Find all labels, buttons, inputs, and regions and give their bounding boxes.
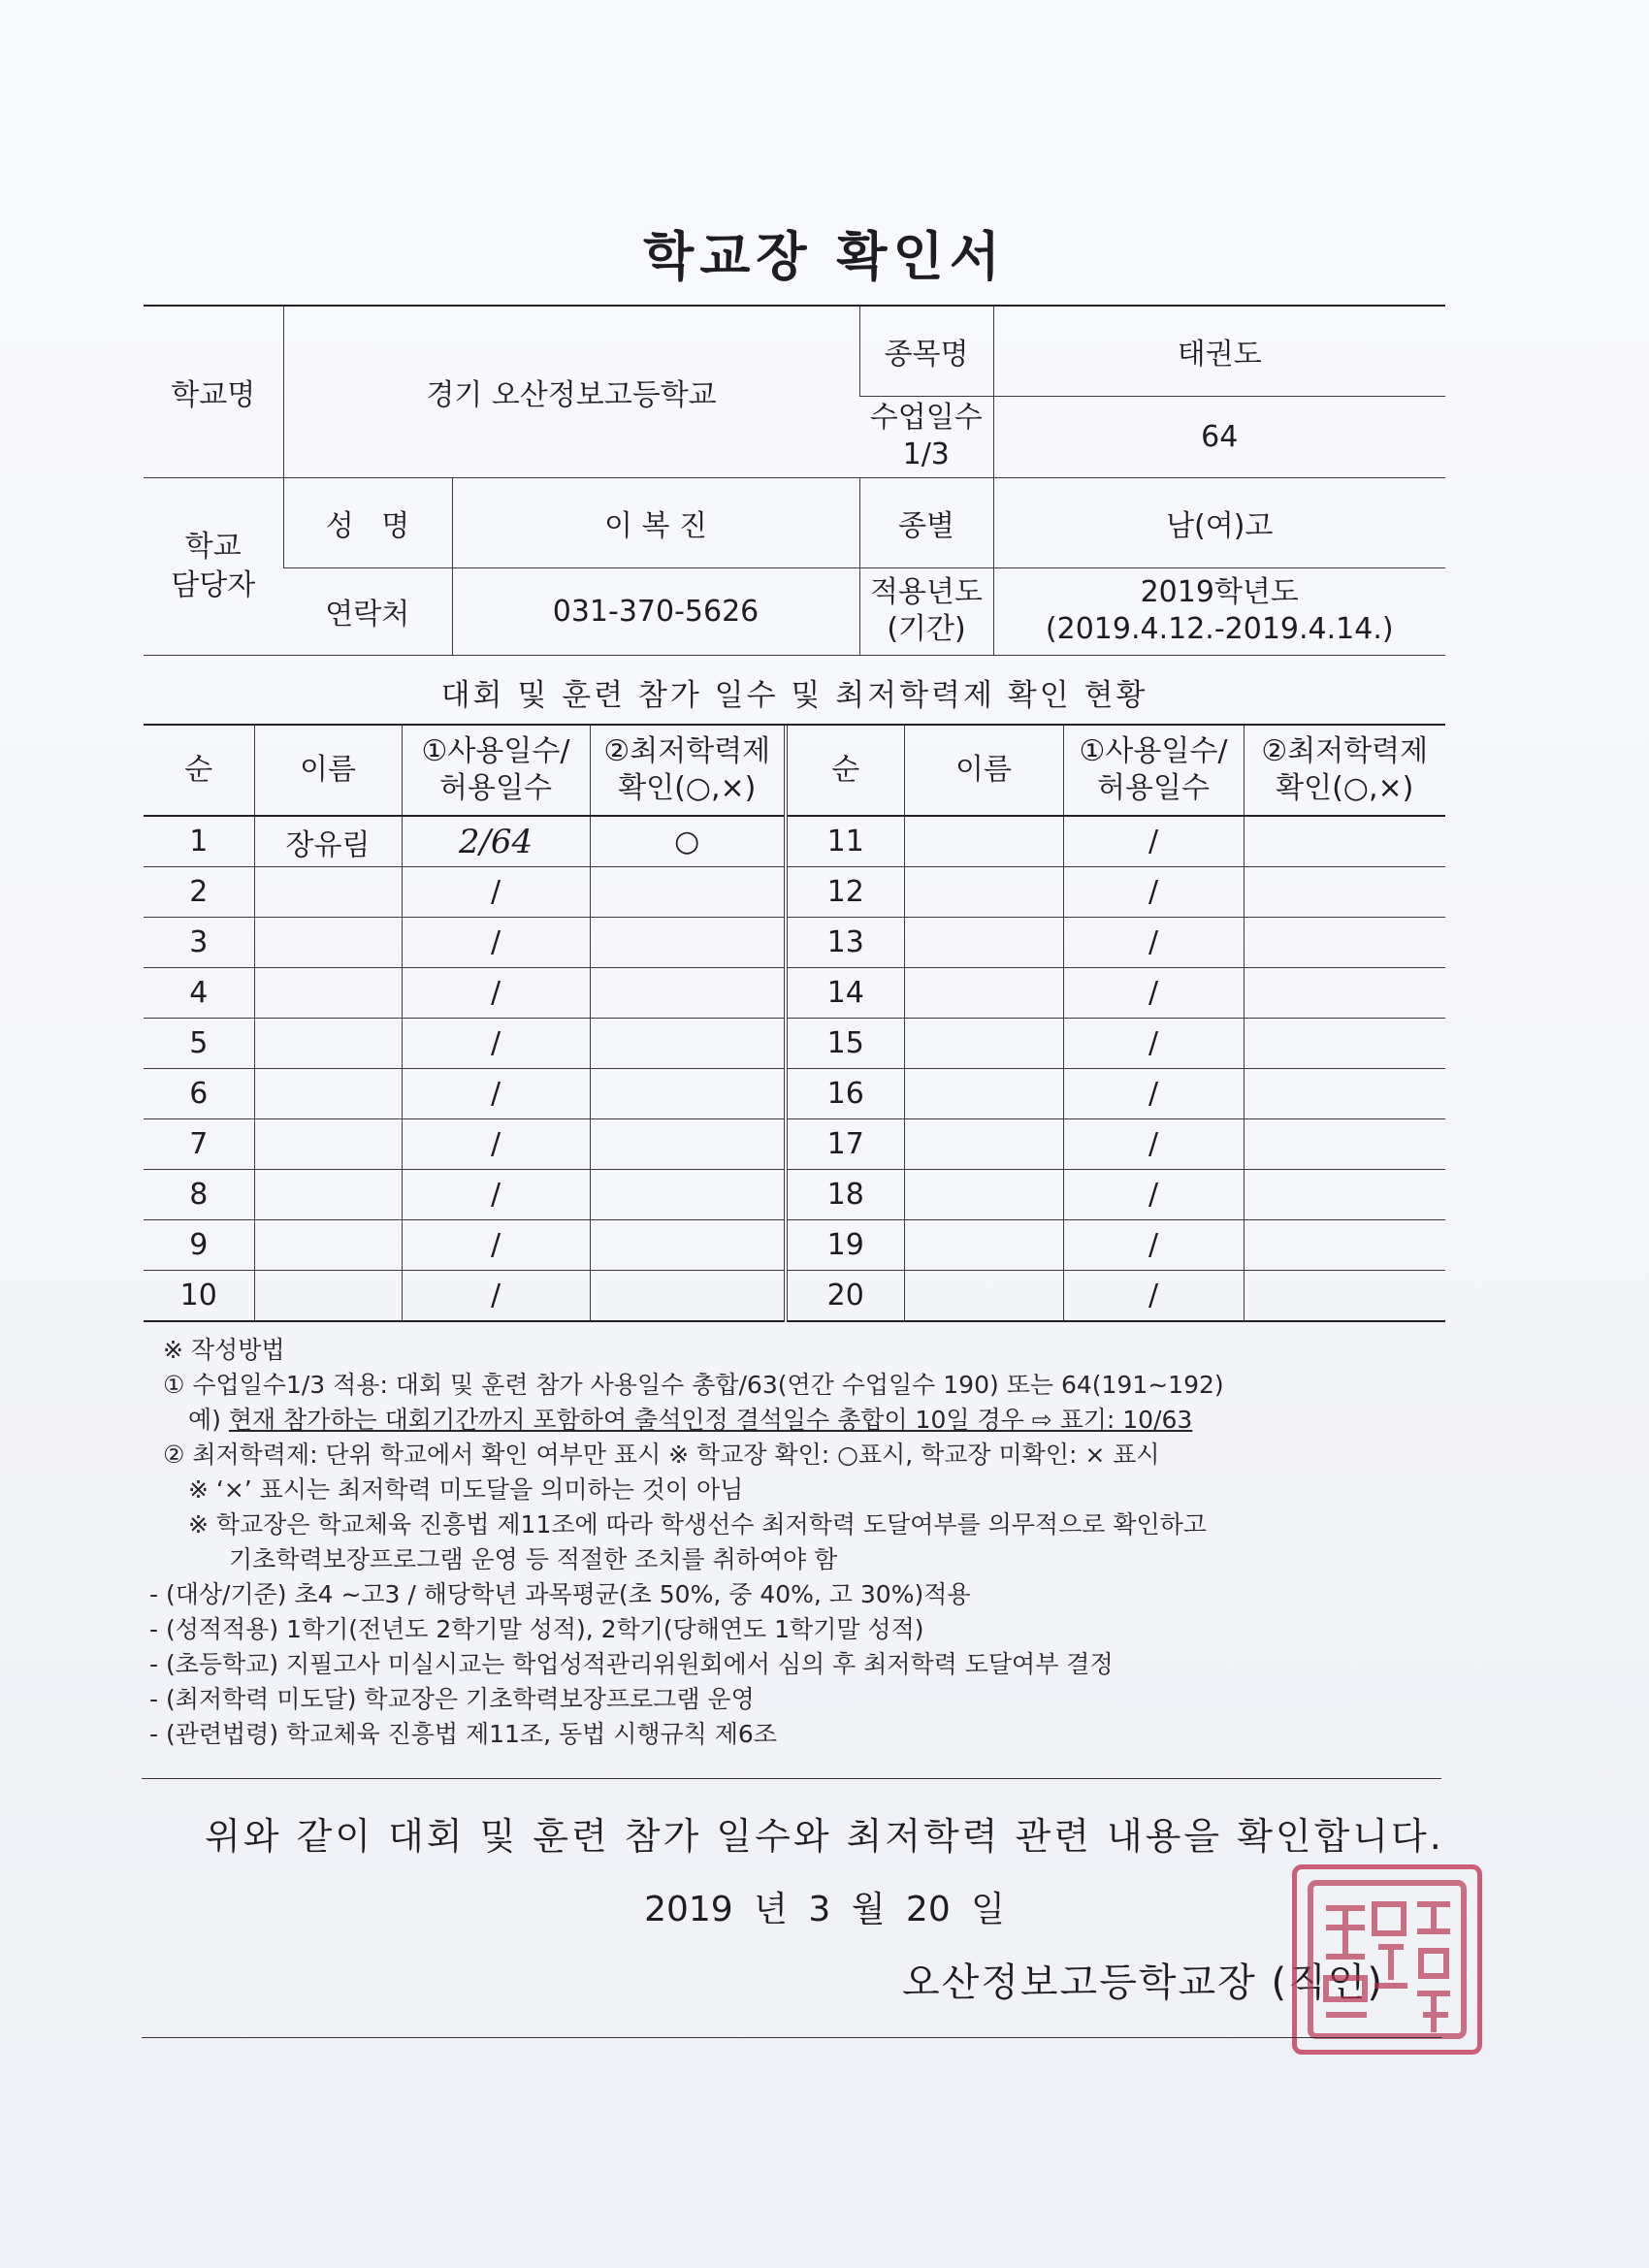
row-no-2: 14	[786, 968, 904, 1019]
row-days-2: /	[1063, 1271, 1244, 1322]
notes-line8: - (성적적용) 1학기(전년도 2학기말 성적), 2학기(당해연도 1학기말 성적)	[149, 1615, 924, 1643]
row-min	[590, 918, 786, 968]
table-row	[144, 1271, 1445, 1322]
row-days: /	[402, 918, 590, 968]
table-row	[144, 1119, 1445, 1170]
row-days-2: /	[1063, 1069, 1244, 1119]
header-days-line1: ①사용일수/	[421, 734, 570, 768]
info-table	[144, 305, 1445, 656]
table-row	[144, 968, 1445, 1019]
row-days: /	[402, 1019, 590, 1069]
header-min-2-line1: ②최저학력제	[1261, 734, 1429, 768]
year-label-line2: (기간)	[887, 612, 966, 646]
principal-signature: 오산정보고등학교장 (직인)	[902, 1960, 1384, 2005]
row-name-2	[904, 1220, 1063, 1271]
divider-bottom	[142, 2037, 1441, 2038]
contact-person-label-line2: 담당자	[171, 567, 256, 602]
notes-line9: - (초등학교) 지필고사 미실시교는 학업성적관리위원회에서 심의 후 최저학력 도달여부 결정	[149, 1650, 1114, 1678]
row-days: /	[402, 1220, 590, 1271]
row-min	[590, 1170, 786, 1220]
row-name	[254, 918, 402, 968]
notes-line2-underlined: 현재 참가하는 대회기간까지 포함하여 출석인정 결석일수 총합이 10일 경우 ⇨ 표기: 10/63	[228, 1406, 1193, 1434]
row-no: 5	[144, 1019, 254, 1069]
table-row	[144, 816, 1445, 867]
row-min-2	[1244, 867, 1445, 918]
header-days-2-line1: ①사용일수/	[1079, 734, 1228, 768]
row-no: 2	[144, 867, 254, 918]
row-min	[590, 968, 786, 1019]
confirmation-text: 위와 같이 대회 및 훈련 참가 일수와 최저학력 관련 내용을 확인합니다.	[205, 1815, 1444, 1858]
row-days: 2/64	[402, 816, 590, 867]
row-name	[254, 1220, 402, 1271]
table-row	[144, 1170, 1445, 1220]
year-label	[859, 567, 993, 655]
row-days: /	[402, 1271, 590, 1322]
row-min-2	[1244, 1271, 1445, 1322]
notes-line2	[163, 1403, 1453, 1438]
participation-rows	[144, 816, 1445, 1321]
document-title: 학교장 확인서	[643, 226, 1006, 287]
phone-value: 031-370-5626	[452, 567, 859, 655]
row-name	[254, 968, 402, 1019]
section-title: 대회 및 훈련 참가 일수 및 최저학력제 확인 현황	[144, 667, 1445, 726]
row-days: /	[402, 1170, 590, 1220]
notes-line11: - (관련법령) 학교체육 진흥법 제11조, 동법 시행규칙 제6조	[149, 1720, 777, 1748]
row-days: /	[402, 867, 590, 918]
table-row	[144, 1069, 1445, 1119]
class-days-label	[859, 396, 993, 477]
row-days-2: /	[1063, 1019, 1244, 1069]
row-min	[590, 1119, 786, 1170]
header-min-2	[1244, 726, 1445, 816]
table-row	[144, 918, 1445, 968]
row-no: 3	[144, 918, 254, 968]
school-name-value: 경기 오산정보고등학교	[283, 306, 859, 477]
seal-graphic	[1297, 1869, 1477, 2050]
notes-line1: ① 수업일수1/3 적용: 대회 및 훈련 참가 사용일수 총합/63(연간 수업일수 190) 또는 64(191~192)	[163, 1371, 1224, 1399]
row-no-2: 18	[786, 1170, 904, 1220]
header-days-line2: 허용일수	[439, 771, 552, 805]
header-days-2-line2: 허용일수	[1097, 771, 1210, 805]
row-no-2: 16	[786, 1069, 904, 1119]
row-days-2: /	[1063, 1220, 1244, 1271]
row-min	[590, 1271, 786, 1322]
header-days-2	[1063, 726, 1244, 816]
row-no: 9	[144, 1220, 254, 1271]
year-label-line1: 적용년도	[870, 575, 983, 609]
row-name	[254, 867, 402, 918]
notes-line3: ② 최저학력제: 단위 학교에서 확인 여부만 표시 ※ 학교장 확인: ○표시, 학교장 미확인: × 표시	[163, 1441, 1160, 1469]
row-days: /	[402, 1119, 590, 1170]
row-min-2	[1244, 1069, 1445, 1119]
row-name-2	[904, 1069, 1063, 1119]
notes-line6: 기초학력보장프로그램 운영 등 적절한 조치를 취하여야 함	[229, 1545, 838, 1573]
year-value-line1: 2019학년도	[1140, 575, 1299, 609]
row-no-2: 15	[786, 1019, 904, 1069]
name-value: 이 복 진	[452, 477, 859, 567]
row-min	[590, 1069, 786, 1119]
row-days-2: /	[1063, 968, 1244, 1019]
year-value	[993, 567, 1445, 655]
row-name	[254, 1069, 402, 1119]
row-min: ○	[590, 816, 786, 867]
row-name-2	[904, 867, 1063, 918]
row-min-2	[1244, 1220, 1445, 1271]
row-no: 7	[144, 1119, 254, 1170]
row-no-2: 20	[786, 1271, 904, 1322]
school-name-label: 학교명	[144, 306, 283, 477]
row-no-2: 19	[786, 1220, 904, 1271]
header-no-2: 순	[786, 726, 904, 816]
row-no: 4	[144, 968, 254, 1019]
year-value-line2: (2019.4.12.-2019.4.14.)	[1045, 612, 1394, 646]
class-days-value: 64	[993, 396, 1445, 477]
divider-top	[142, 1778, 1441, 1779]
row-no-2: 13	[786, 918, 904, 968]
row-no-2: 17	[786, 1119, 904, 1170]
class-days-label-line1: 수업일수	[869, 401, 983, 435]
row-min-2	[1244, 1170, 1445, 1220]
header-name-2: 이름	[904, 726, 1063, 816]
row-name	[254, 1170, 402, 1220]
row-name: 장유림	[254, 816, 402, 867]
row-days: /	[402, 1069, 590, 1119]
row-name-2	[904, 1170, 1063, 1220]
row-min-2	[1244, 1019, 1445, 1069]
header-name: 이름	[254, 726, 402, 816]
official-seal-icon	[1292, 1864, 1482, 2055]
notes-line7: - (대상/기준) 초4 ~고3 / 해당학년 과목평균(초 50%, 중 40%, 고 30%)적용	[149, 1580, 971, 1608]
row-name-2	[904, 1019, 1063, 1069]
row-days: /	[402, 968, 590, 1019]
class-days-label-line2: 1/3	[902, 437, 950, 471]
row-days-2: /	[1063, 1119, 1244, 1170]
row-days-2: /	[1063, 816, 1244, 867]
notes-line2-prefix: 예)	[188, 1406, 229, 1434]
sport-label: 종목명	[859, 306, 993, 396]
header-no: 순	[144, 726, 254, 816]
participation-table	[144, 726, 1445, 1322]
table-row	[144, 1019, 1445, 1069]
header-min-line2: 확인(○,×)	[618, 771, 757, 805]
row-name	[254, 1019, 402, 1069]
confirmation-date: 2019 년 3 월 20 일	[644, 1890, 1005, 1929]
row-name-2	[904, 918, 1063, 968]
row-name	[254, 1271, 402, 1322]
header-min	[590, 726, 786, 816]
row-no: 1	[144, 816, 254, 867]
row-days-2: /	[1063, 1170, 1244, 1220]
header-min-2-line2: 확인(○,×)	[1276, 771, 1414, 805]
name-label: 성 명	[283, 477, 452, 567]
table-row	[144, 1220, 1445, 1271]
contact-person-label	[144, 477, 283, 655]
row-name-2	[904, 816, 1063, 867]
row-min-2	[1244, 968, 1445, 1019]
row-days-2: /	[1063, 918, 1244, 968]
notes-block	[149, 1333, 1453, 1752]
row-no: 8	[144, 1170, 254, 1220]
notes-line10: - (최저학력 미도달) 학교장은 기초학력보장프로그램 운영	[149, 1685, 755, 1713]
phone-label: 연락처	[283, 567, 452, 655]
contact-person-label-line1: 학교	[184, 529, 242, 564]
notes-line4: ※ ‘×’ 표시는 최저학력 미도달을 의미하는 것이 아님	[188, 1475, 744, 1504]
gender-value: 남(여)고	[993, 477, 1445, 567]
row-min	[590, 1220, 786, 1271]
row-min	[590, 1019, 786, 1069]
notes-heading: ※ 작성방법	[163, 1336, 285, 1364]
table-row	[144, 867, 1445, 918]
row-name-2	[904, 968, 1063, 1019]
row-name	[254, 1119, 402, 1170]
header-min-line1: ②최저학력제	[603, 734, 771, 768]
header-days	[402, 726, 590, 816]
row-no: 10	[144, 1271, 254, 1322]
row-min-2	[1244, 816, 1445, 867]
gender-label: 종별	[859, 477, 993, 567]
row-no: 6	[144, 1069, 254, 1119]
row-no-2: 11	[786, 816, 904, 867]
row-min-2	[1244, 1119, 1445, 1170]
row-name-2	[904, 1119, 1063, 1170]
row-days-2: /	[1063, 867, 1244, 918]
sport-value: 태권도	[993, 306, 1445, 396]
row-name-2	[904, 1271, 1063, 1322]
notes-line5: ※ 학교장은 학교체육 진흥법 제11조에 따라 학생선수 최저학력 도달여부를 의무적으로 확인하고	[188, 1510, 1207, 1539]
row-no-2: 12	[786, 867, 904, 918]
row-min	[590, 867, 786, 918]
row-min-2	[1244, 918, 1445, 968]
